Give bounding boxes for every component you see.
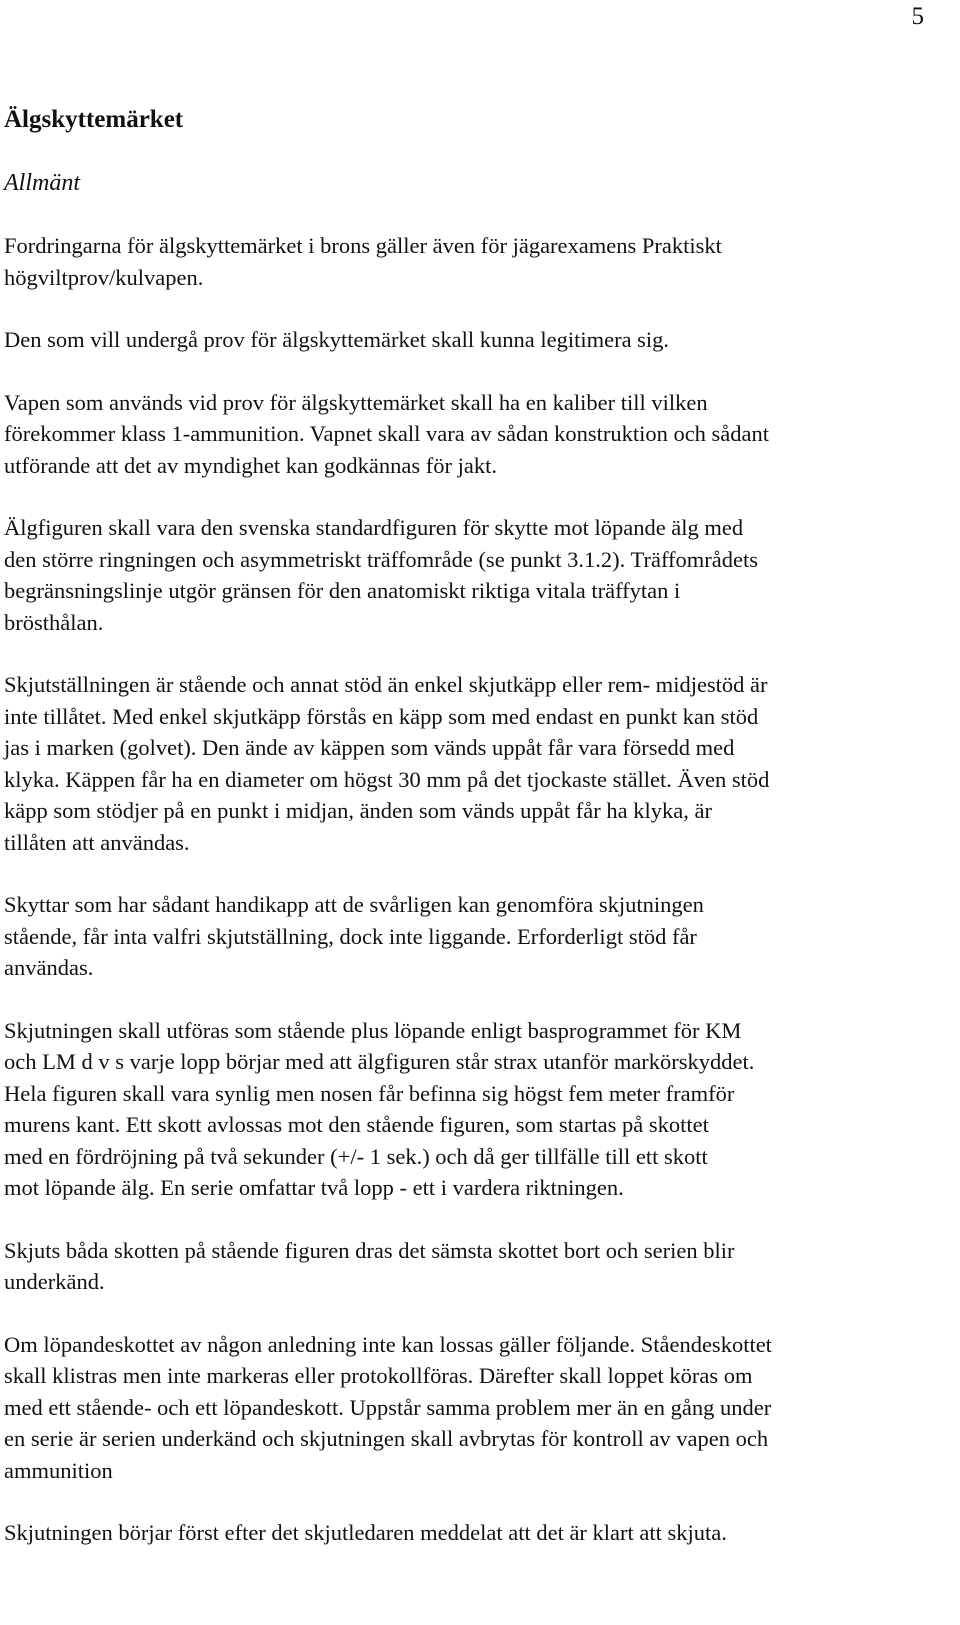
paragraph-requirements: Fordringarna för älgskyttemärket i brons gäller även för jägarexamens Praktiskt högviltprov/kulvapen. [4, 233, 722, 290]
section-subtitle: Allmänt [4, 170, 80, 196]
paragraph-handicap: Skyttar som har sådant handikapp att de svårligen kan genomföra skjutningen stående, får inta valfri skjutställning, dock inte liggande. Erforderligt stöd får användas. [4, 892, 704, 980]
paragraph-procedure: Skjutningen skall utföras som stående plus löpande enligt basprogrammet för KM och LM d v s varje lopp börjar med att älgfiguren står strax utanför markörskyddet. Hela figuren skall vara synlig men nosen får befinna sig högst fem meter framför murens kant. Ett skott avlossas mot den stående figuren, som startas på skottet med en fördröjning på två sekunder (+/- 1 sek.) och då ger tillfälle till ett skott mot löpande älg. En serie omfattar två lopp - ett i vardera riktningen. [4, 1017, 755, 1200]
paragraph-standing-shots: Skjuts båda skotten på stående figuren dras det sämsta skottet bort och serien blir underkänd. [4, 1237, 735, 1294]
paragraph-shooting-position: Skjutställningen är stående och annat stöd än enkel skjutkäpp eller rem- midjestöd är inte tillåtet. Med enkel skjutkäpp förstås en käpp som med endast en punkt kan stöd jas i marken (golvet). Den ände av käppen som vänds uppåt får vara försedd med klyka. Käppen får ha en diameter om högst 30 mm på det tjockaste stället. Även stöd käpp som stödjer på en punkt i midjan, änden som vänds uppåt får ha klyka, är tillåten att användas. [4, 672, 770, 855]
paragraph-target-figure: Älgfiguren skall vara den svenska standardfiguren för skytte mot löpande älg med den större ringningen och asymmetriskt träffområde (se punkt 3.1.2). Träffområdets begränsningslinje utgör gränsen för den anatomiskt riktiga vitala träffytan i brösthålan. [4, 515, 759, 635]
section-title: Älgskyttemärket [4, 106, 184, 133]
paragraph-identification: Den som vill undergå prov för älgskyttemärket skall kunna legitimera sig. [4, 327, 670, 352]
paragraph-start: Skjutningen börjar först efter det skjutledaren meddelat att det är klart att skjuta. [4, 1520, 727, 1545]
paragraph-running-shot-failure: Om löpandeskottet av någon anledning inte kan lossas gäller följande. Ståendeskottet skall klistras men inte markeras eller protokollföras. Därefter skall loppet köras om med ett stående- och ett löpandeskott. Uppstår samma problem mer än en gång under en serie är serien underkänd och skjutningen skall avbrytas för kontroll av vapen och ammunition [4, 1331, 772, 1483]
document-body [4, 104, 934, 1549]
paragraph-weapon: Vapen som används vid prov för älgskyttemärket skall ha en kaliber till vilken förekommer klass 1-ammunition. Vapnet skall vara av sådan konstruktion och sådant utförande att det av myndighet kan godkännas för jakt. [4, 389, 770, 478]
page-number: 5 [911, 3, 924, 30]
